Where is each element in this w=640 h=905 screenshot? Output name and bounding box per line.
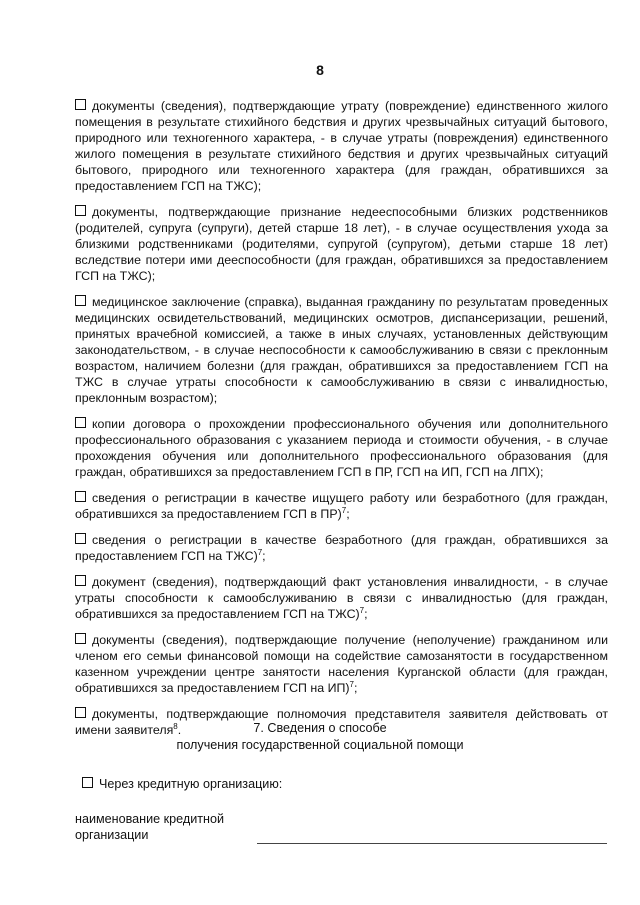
checkbox[interactable]: [82, 777, 93, 788]
checkbox[interactable]: [75, 575, 86, 586]
list-item: [75, 532, 608, 564]
checkbox[interactable]: [75, 99, 86, 110]
item-tail: ;: [364, 607, 368, 621]
footnote-marker: 7: [341, 505, 347, 515]
list-item: [75, 490, 608, 522]
checkbox[interactable]: [75, 707, 86, 718]
item-text: документы (сведения), подтверждающие утрату (повреждение) единственного жилого помещения в результате стихийного бедствия и других чрезвычайных ситуаций бытового, природного или техногенного характера, - в случае утраты (повреждения) единственного жилого помещения в результате стихийного бедствия и других чрезвычайных ситуаций бытового, природного или техногенного характера (для граждан, обратившихся за предоставлением ГСП на ТЖС);: [75, 99, 608, 193]
item-text: документ (сведения), подтверждающий факт установления инвалидности, - в случае утраты способности к самообслуживанию в связи с инвалидностью (для граждан, обратившихся за предоставлением ГСП на ТЖС): [75, 575, 608, 621]
item-text: документы (сведения), подтверждающие получение (неполучение) гражданином или членом его семьи финансовой помощи на содействие самозанятости в государственном казенном учреждении центре занятости населения Курганской области (для граждан, обратившихся за предоставлением ГСП на ИП): [75, 633, 608, 695]
checkbox[interactable]: [75, 491, 86, 502]
item-tail: ;: [346, 507, 350, 521]
footnote-marker: 7: [349, 679, 354, 689]
checkbox[interactable]: [75, 295, 86, 306]
footnote-marker: 7: [257, 547, 263, 557]
item-text: документы, подтверждающие полномочия представителя заявителя действовать от имени заявителя: [75, 707, 608, 737]
item-tail: ;: [353, 681, 358, 695]
checkbox[interactable]: [75, 533, 86, 544]
item-tail: .: [177, 723, 182, 737]
list-item: [75, 574, 608, 622]
section-title-line: 7. Сведения о способе: [253, 721, 387, 735]
bank-name-field[interactable]: [257, 843, 607, 844]
item-text: документы, подтверждающие признание недееспособными близких родственников (родителей, супруга (супруги), детей старше 18 лет), - в случае осуществления ухода за близкими родственниками (родителями, супругой (супругом), детьми старше 18 лет) вследствие потери ими дееспособности (для граждан, обратившихся за предоставлением ГСП на ТЖС);: [75, 205, 608, 283]
item-text: медицинское заключение (справка), выданная гражданину по результатам проведенных медицинских освидетельствований, медицинских осмотров, диспансеризации, решений, принятых врачебной комиссией, а также в иных случаях, установленных действующим законодательством, - в случае неспособности к самообслуживанию в связи с преклонным возрастом, наличием болезни (для граждан, обратившихся за предоставлением ГСП на ТЖС в случае утраты способности к самообслуживанию в связи с инвалидностью, преклонным возрастом);: [75, 295, 608, 405]
list-item: [75, 294, 608, 406]
footnote-marker: 7: [359, 605, 365, 615]
list-item: [75, 416, 608, 480]
footnote-marker: 8: [173, 721, 178, 731]
checkbox[interactable]: [75, 417, 86, 428]
item-text: сведения о регистрации в качестве безработного (для граждан, обратившихся за предоставлением ГСП на ТЖС): [75, 533, 608, 563]
option-label: Через кредитную организацию:: [99, 777, 283, 791]
item-text: сведения о регистрации в качестве ищущего работу или безработного (для граждан, обратившихся за предоставлением ГСП в ПР): [75, 491, 608, 521]
section-title-line: получения государственной социальной помощи: [176, 738, 464, 752]
list-item: [75, 204, 608, 284]
checkbox[interactable]: [75, 633, 86, 644]
item-text: копии договора о прохождении профессионального обучения или дополнительного профессионального образования с указанием периода и стоимости обучения, - в случае прохождения обучения или дополнительного профессионального образования (для граждан, обратившихся за предоставлением ГСП в ПР, ГСП на ИП, ГСП на ЛПХ);: [75, 417, 608, 479]
checkbox[interactable]: [75, 205, 86, 216]
list-item: [75, 632, 608, 696]
document-list: [75, 98, 608, 748]
payment-option: [82, 776, 282, 792]
page-number: 8: [316, 62, 324, 78]
section-heading: [0, 720, 640, 754]
bank-name-label: наименование кредитной организации: [75, 812, 225, 842]
item-tail: ;: [262, 549, 266, 563]
list-item: [75, 98, 608, 194]
